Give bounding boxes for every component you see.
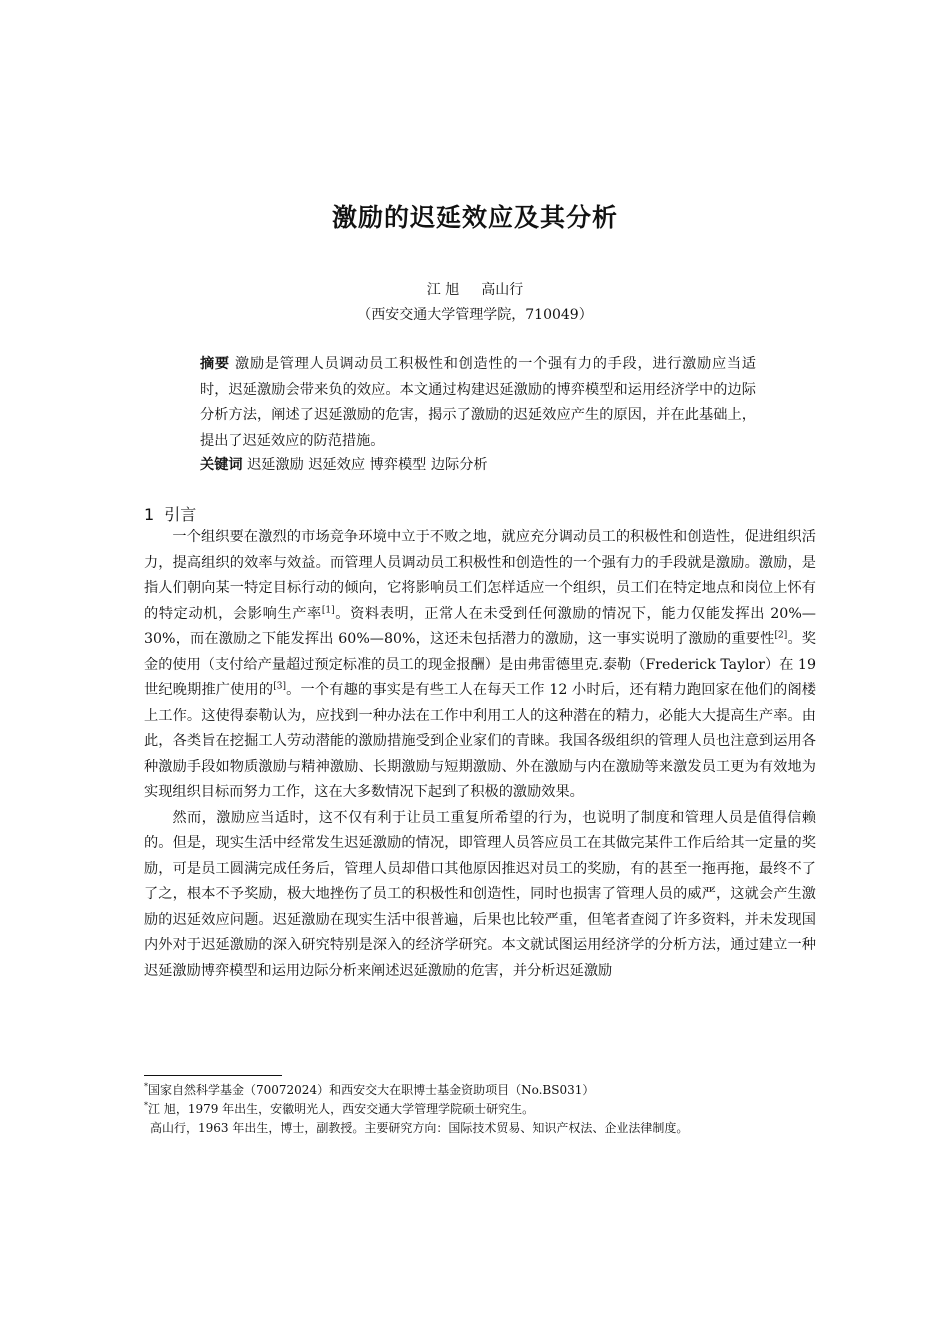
paper-title: 激励的迟延效应及其分析 (331, 203, 618, 232)
footnote-author-1 (144, 1100, 844, 1119)
footnote-divider (144, 1075, 282, 1076)
footnote-funding-text: 国家自然科学基金（70072024）和西安交大在职博士基金资助项目（No.BS031） (148, 1083, 595, 1097)
citation-ref-1[interactable]: [1] (321, 604, 335, 615)
keywords-label: 关键词 (200, 457, 243, 473)
footnote-author-2: 高山行，1963 年出生，博士，副教授。主要研究方向：国际技术贸易、知识产权法、企业法律制度。 (150, 1121, 689, 1135)
author-gao-shanxing: 高山行 (481, 282, 524, 298)
footnote-author-1-text: 江 旭，1979 年出生，安徽明光人，西安交通大学管理学院硕士研究生。 (148, 1102, 535, 1116)
abstract-label: 摘要 (200, 356, 230, 372)
paragraph-1-part-2: 。资料表明，正常人在未受到任何激励的情况下，能力仅能发挥出 20%—30%，而在激励之下能发挥出 60%—80%，这还未包括潜力的激励，这一事实说明了激励的重要性 (144, 605, 816, 647)
paragraph-1-part-1: 一个组织要在激烈的市场竞争环境中立于不败之地，就应充分调动员工的积极性和创造性，促进组织活力，提高组织的效率与效益。而管理人员调动员工积极性和创造性的一个强有力的手段就是激励。激励，是指人们朝向某一特定目标行动的倾向，它将影响员工们怎样适应一个组织，员工们在特定地点和岗位上怀有的特定动机，会影响生产率 (144, 529, 816, 622)
paragraph-1-part-4: 。一个有趣的事实是有些工人在每天工作 12 小时后，还有精力跑回家在他们的阁楼上工作。这使得泰勒认为，应找到一种办法在工作中利用工人的这种潜在的精力，必能大大提高生产率。由此，各类旨在挖掘工人劳动潜能的激励措施受到企业家们的青睐。我国各级组织的管理人员也注意到运用各种激励手段如物质激励与精神激励、长期激励与短期激励、外在激励与内在激励等来激发员工更为有效地为实现组织目标而努力工作，这在大多数情况下起到了积极的激励效果。 (144, 682, 816, 800)
section-heading (144, 502, 196, 525)
author-jiang-xu: 江 旭 (426, 282, 460, 298)
keywords-text: 迟延激励 迟延效应 博弈模型 边际分析 (247, 457, 488, 473)
body-text (144, 525, 816, 984)
author-line (0, 279, 950, 299)
section-number: 1 (144, 505, 155, 524)
paragraph-1-part-3: 。奖金的使用（支付给产量超过预定标准的员工的现金报酬）是由弗雷德里克.泰勒（Frederick Taylor）在 19 世纪晚期推广使用的 (144, 631, 816, 698)
abstract-block (200, 352, 756, 454)
section-title: 引言 (164, 505, 197, 524)
footnote-mark-1: * (144, 1082, 148, 1091)
abstract-text: 激励是管理人员调动员工积极性和创造性的一个强有力的手段，进行激励应当适时，迟延激励会带来负的效应。本文通过构建迟延激励的博弈模型和运用经济学中的边际分析方法，阐述了迟延激励的危害，揭示了激励的迟延效应产生的原因，并在此基础上，提出了迟延效应的防范措施。 (200, 356, 756, 449)
paragraph-1 (144, 525, 816, 806)
keywords-block (200, 453, 756, 479)
affiliation: （西安交通大学管理学院，710049） (357, 307, 593, 323)
footnotes (144, 1081, 844, 1138)
footnote-mark-2: * (144, 1101, 148, 1110)
citation-ref-3[interactable]: [3] (273, 681, 286, 692)
citation-ref-2[interactable]: [2] (774, 630, 788, 641)
footnote-funding (144, 1081, 844, 1100)
paragraph-2: 然而，激励应当适时，这不仅有利于让员工重复所希望的行为，也说明了制度和管理人员是值得信赖的。但是，现实生活中经常发生迟延激励的情况，即管理人员答应员工在其做完某件工作后给其一定量的奖励，可是员工圆满完成任务后，管理人员却借口其他原因推迟对员工的奖励，有的甚至一拖再拖，最终不了了之，根本不予奖励，极大地挫伤了员工的积极性和创造性，同时也损害了管理人员的威严，这就会产生激励的迟延效应问题。迟延激励在现实生活中很普遍，后果也比较严重，但笔者查阅了许多资料，并未发现国内外对于迟延激励的深入研究特别是深入的经济学研究。本文就试图运用经济学的分析方法，通过建立一种迟延激励博弈模型和运用边际分析来阐述迟延激励的危害，并分析迟延激励 (144, 809, 816, 979)
